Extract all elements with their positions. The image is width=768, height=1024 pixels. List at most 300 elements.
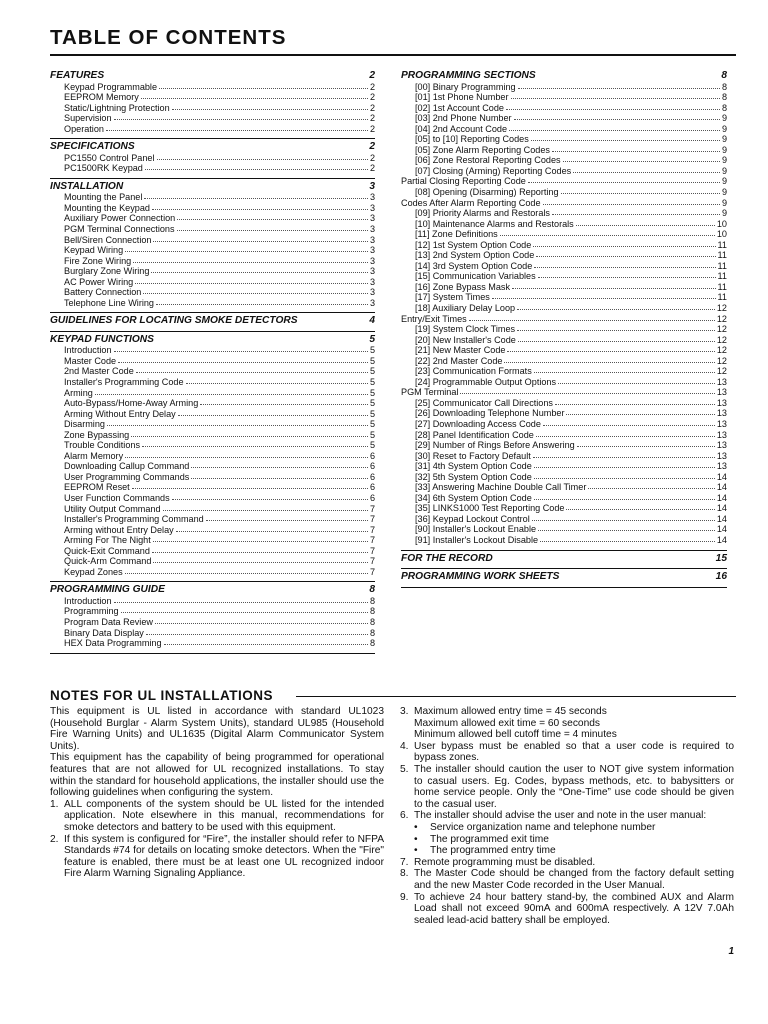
dot-leader [504, 356, 714, 363]
dot-leader [131, 430, 368, 437]
dot-leader [566, 503, 714, 510]
toc-entry-label: Downloading Callup Command [64, 461, 190, 472]
toc-entry-page: 6 [369, 493, 375, 503]
toc-entry[interactable] [401, 356, 727, 367]
toc-entry[interactable] [401, 176, 727, 187]
dot-leader [172, 493, 368, 500]
toc-section-heading[interactable] [50, 584, 375, 596]
dot-leader [536, 250, 715, 257]
toc-entry-label: User Programming Commands [64, 471, 190, 482]
toc-entry[interactable] [50, 298, 375, 309]
toc-entry[interactable] [401, 303, 727, 314]
toc-entry[interactable] [401, 514, 727, 525]
toc-entry-page: 13 [716, 387, 727, 398]
toc-entry-label: [21] New Master Code [415, 345, 506, 356]
toc-entry-label: Introduction [64, 345, 112, 356]
toc-section-divider [50, 581, 375, 582]
dot-leader [573, 166, 720, 173]
toc-entry[interactable] [50, 277, 375, 288]
toc-entry-label: Arming without Entry Delay [64, 524, 174, 535]
toc-entry-page: 11 [717, 292, 727, 303]
dot-leader [533, 240, 715, 247]
dot-leader [200, 398, 368, 405]
notes-item-3-bell: Minimum allowed bell cutoff time = 4 minutes [414, 729, 617, 741]
toc-entry[interactable] [50, 366, 375, 377]
toc-section-title: GUIDELINES FOR LOCATING SMOKE DETECTORS [50, 315, 298, 327]
dot-leader [155, 617, 368, 624]
toc-entry[interactable] [401, 482, 727, 493]
toc-entry[interactable] [401, 335, 727, 346]
dot-leader [133, 256, 368, 263]
notes-item-text: User bypass must be enabled so that a user code is required to bypass zones. [414, 740, 734, 764]
toc-entry[interactable] [401, 440, 727, 451]
toc-entry[interactable] [401, 472, 727, 483]
toc-entry-label: [06] Zone Restoral Reporting Codes [415, 155, 561, 166]
toc-entry[interactable] [50, 92, 375, 103]
toc-entry-label: [36] Keypad Lockout Control [415, 513, 530, 524]
toc-entry-label: Partial Closing Reporting Code [401, 176, 526, 187]
toc-entry-label: PC1500RK Keypad [64, 163, 143, 174]
toc-entry-label: Static/Lightning Protection [64, 102, 170, 113]
dot-leader [157, 153, 368, 160]
toc-entry[interactable] [50, 345, 375, 356]
dot-leader [143, 287, 368, 294]
toc-entry-page: 9 [721, 155, 727, 166]
toc-entry[interactable] [401, 229, 727, 240]
toc-section-heading[interactable] [50, 334, 375, 346]
toc-entry-page: 8 [721, 102, 727, 113]
toc-entry-page: 5 [369, 440, 375, 451]
dot-leader [566, 408, 714, 415]
toc-entry[interactable] [50, 546, 375, 557]
toc-entry[interactable] [401, 103, 727, 114]
dot-leader [151, 266, 368, 273]
notes-item-number: 6. [400, 810, 409, 822]
notes-bullet [400, 845, 734, 857]
dot-leader [177, 224, 368, 231]
toc-entry[interactable] [50, 556, 375, 567]
toc-entry-label: Auxiliary Power Connection [64, 213, 176, 224]
toc-section [401, 553, 727, 570]
toc-entry[interactable] [50, 525, 375, 536]
notes-item-number: 2. [50, 833, 59, 845]
toc-entry[interactable] [401, 155, 727, 166]
toc-entry[interactable] [50, 638, 375, 649]
toc-entry[interactable] [401, 314, 727, 325]
toc-entry-page: 2 [369, 102, 375, 113]
toc-entry-label: Arming For The Night [64, 535, 151, 546]
toc-entry[interactable] [401, 524, 727, 535]
toc-entry-page: 6 [369, 461, 375, 472]
toc-entry[interactable] [50, 103, 375, 114]
toc-entry-label: Telephone Line Wiring [64, 297, 154, 308]
dot-leader [107, 419, 368, 426]
toc-entry-label: [19] System Clock Times [415, 324, 516, 335]
dot-leader [191, 461, 368, 468]
toc-entry[interactable] [401, 134, 727, 145]
toc-entry-page: 12 [716, 324, 727, 335]
toc-entry-page: 5 [369, 366, 375, 377]
toc-entry-page: 5 [369, 355, 375, 366]
toc-entry-label: Binary Data Display [64, 627, 144, 638]
dot-leader [145, 163, 368, 170]
toc-entry[interactable] [401, 324, 727, 335]
dot-leader [500, 229, 715, 236]
notes-item-5 [400, 764, 734, 810]
toc-entry[interactable] [401, 240, 727, 251]
toc-entry-label: Quick-Arm Command [64, 556, 152, 567]
toc-entry[interactable] [50, 377, 375, 388]
toc-entry[interactable] [401, 430, 727, 441]
toc-entry[interactable] [50, 596, 375, 607]
toc-entry[interactable] [401, 271, 727, 282]
toc-entry[interactable] [50, 493, 375, 504]
toc-entry-page: 13 [716, 429, 727, 440]
notes-item-number: 1. [50, 798, 59, 810]
dot-leader [512, 282, 716, 289]
toc-entry[interactable] [401, 92, 727, 103]
toc-section-divider [50, 653, 375, 654]
notes-bullet-text: Service organization name and telephone number [430, 821, 656, 833]
toc-entry-label: Introduction [64, 595, 112, 606]
toc-entry-label: Arming [64, 387, 93, 398]
toc-section-page: 15 [715, 552, 727, 564]
toc-entry-page: 8 [721, 92, 727, 103]
toc-entry-label: [32] 5th System Option Code [415, 471, 532, 482]
toc-entry[interactable] [50, 235, 375, 246]
toc-entry[interactable] [50, 124, 375, 135]
toc-entry-label: [01] 1st Phone Number [415, 92, 509, 103]
toc-entry[interactable] [50, 514, 375, 525]
toc-entry-page: 13 [716, 450, 727, 461]
toc-entry-label: User Function Commands [64, 493, 170, 503]
toc-entry[interactable] [50, 256, 375, 267]
toc-entry[interactable] [50, 606, 375, 617]
toc-entry[interactable] [401, 124, 727, 135]
dot-leader [153, 535, 368, 542]
toc-entry-label: AC Power Wiring [64, 276, 134, 287]
toc-entry[interactable] [401, 208, 727, 219]
toc-entry-page: 9 [721, 113, 727, 124]
toc-entry-page: 8 [369, 606, 375, 617]
toc-section [50, 334, 375, 583]
toc-entry[interactable] [401, 250, 727, 261]
notes-left-column [50, 706, 384, 880]
toc-section-divider [50, 138, 375, 139]
toc-entry[interactable] [401, 535, 727, 546]
toc-entry-label: Keypad Wiring [64, 245, 124, 256]
toc-entry[interactable] [50, 398, 375, 409]
toc-entry[interactable] [50, 113, 375, 124]
dot-leader [159, 82, 368, 89]
toc-entry-label: [29] Number of Rings Before Answering [415, 440, 575, 451]
toc-entry[interactable] [50, 409, 375, 420]
notes-item-text: The Master Code should be changed from the factory default setting and the new Master Code recorded in the User Manual. [414, 868, 734, 891]
dot-leader [206, 514, 368, 521]
dot-leader [543, 198, 720, 205]
toc-section-page: 2 [369, 70, 375, 81]
dot-leader [536, 430, 715, 437]
dot-leader [517, 324, 715, 331]
toc-entry-page: 6 [369, 471, 375, 482]
toc-entry[interactable] [401, 166, 727, 177]
toc-entry-label: Programming [64, 606, 119, 617]
dot-leader [506, 103, 720, 110]
toc-entry[interactable] [401, 461, 727, 472]
toc-entry-label: Bell/Siren Connection [64, 234, 152, 245]
toc-entry-page: 3 [369, 266, 375, 277]
toc-entry[interactable] [50, 482, 375, 493]
toc-section-heading[interactable] [401, 553, 727, 565]
toc-entry[interactable] [50, 192, 375, 203]
toc-entry-page: 9 [721, 197, 727, 208]
toc-section [50, 315, 375, 332]
toc-section-heading[interactable] [50, 315, 375, 327]
toc-entry[interactable] [401, 451, 727, 462]
bullet-icon: • [414, 845, 418, 857]
toc-entry-page: 5 [369, 376, 375, 387]
toc-entry-page: 3 [369, 234, 375, 245]
toc-entry-label: Installer's Programming Command [64, 514, 204, 525]
toc-section-title: KEYPAD FUNCTIONS [50, 333, 154, 345]
toc-entry[interactable] [401, 345, 727, 356]
toc-entry-page: 8 [369, 595, 375, 606]
notes-divider [296, 696, 736, 697]
toc-entry-page: 3 [369, 245, 375, 256]
dot-leader [555, 398, 715, 405]
toc-entry-label: [31] 4th System Option Code [415, 461, 532, 472]
toc-entry-label: [10] Maintenance Alarms and Restorals [415, 218, 574, 229]
toc-entry-page: 13 [716, 419, 727, 429]
dot-leader [153, 235, 367, 242]
bullet-icon: • [414, 821, 418, 833]
toc-section-heading[interactable] [50, 70, 375, 82]
toc-entry-page: 11 [717, 281, 727, 292]
toc-entry[interactable] [50, 153, 375, 164]
toc-entry-label: [15] Communication Variables [415, 271, 536, 282]
toc-entry-page: 9 [721, 186, 727, 197]
toc-entry[interactable] [50, 203, 375, 214]
toc-section [50, 141, 375, 179]
toc-entry[interactable] [50, 628, 375, 639]
toc-entry-page: 2 [369, 113, 375, 124]
toc-entry-page: 3 [369, 213, 375, 224]
dot-leader [191, 472, 368, 479]
toc-right-column [401, 70, 727, 590]
toc-section-page: 5 [369, 333, 375, 345]
toc-entry-page: 10 [716, 218, 727, 229]
dot-leader [534, 461, 715, 468]
toc-entry-label: Supervision [64, 113, 112, 124]
toc-entry-label: Master Code [64, 355, 117, 366]
toc-entry-label: Trouble Conditions [64, 440, 140, 451]
toc-entry-page: 5 [369, 387, 375, 398]
toc-entry-label: Mounting the Keypad [64, 202, 150, 213]
dot-leader [118, 356, 368, 363]
toc-entry-label: [17] System Times [415, 292, 490, 303]
toc-section-page: 8 [369, 584, 375, 596]
toc-section-heading[interactable] [50, 141, 375, 153]
toc-entry[interactable] [401, 408, 727, 419]
toc-entry[interactable] [401, 398, 727, 409]
toc-entry-label: [11] Zone Definitions [415, 229, 498, 240]
dot-leader [561, 187, 720, 194]
dot-leader [469, 314, 715, 321]
toc-entry-page: 2 [369, 163, 375, 174]
toc-entry[interactable] [401, 198, 727, 209]
toc-entry[interactable] [401, 261, 727, 272]
dot-leader [518, 82, 720, 89]
toc-entry-page: 11 [717, 250, 727, 261]
notes-item-3-exit: Maximum allowed exit time = 60 seconds [414, 717, 601, 729]
dot-leader [534, 366, 715, 373]
toc-entry-page: 12 [716, 334, 727, 345]
toc-entry-label: Fire Zone Wiring [64, 255, 132, 266]
toc-entry[interactable] [50, 535, 375, 546]
toc-entry[interactable] [50, 245, 375, 256]
toc-entry-page: 9 [721, 144, 727, 155]
toc-entry[interactable] [50, 163, 375, 174]
toc-entry[interactable] [401, 292, 727, 303]
toc-entry-page: 12 [716, 345, 727, 356]
notes-item-text: To achieve 24 hour battery stand-by, the combined AUX and Alarm Load shall not exceed 90mA and 600mA respectively. A 12V 7.0Ah sealed lead-acid battery shall be employed. [414, 891, 734, 926]
notes-item-text: The installer should caution the user to NOT give system information to casual users. Eg. Codes, bypass methods, etc. to babysitters or home service people. Only the “One-Time” use code should be given to the casual user. [414, 763, 734, 810]
toc-entry-page: 13 [716, 440, 727, 451]
dot-leader [517, 303, 715, 310]
notes-item-text: If this system is configured for “Fire”, the installer should refer to NFPA Standards #74 for details on locating smoke detectors. When the "Fire" feature is enabled, there must be at least one UL recognized indoor Fire Alarm Warning Signaling Appliance. [64, 833, 384, 880]
dot-leader [588, 482, 715, 489]
dot-leader [121, 606, 368, 613]
toc-entry-page: 14 [716, 524, 727, 535]
toc-entry-page: 11 [717, 271, 727, 282]
toc-section-divider [401, 568, 727, 569]
dot-leader [132, 482, 368, 489]
toc-entry[interactable] [401, 145, 727, 156]
toc-entry[interactable] [401, 419, 727, 430]
toc-entry[interactable] [401, 503, 727, 514]
notes-item-8 [400, 868, 734, 891]
toc-entry[interactable] [50, 472, 375, 483]
toc-entry-page: 14 [716, 482, 727, 493]
toc-entry-label: [23] Communication Formats [415, 366, 532, 377]
dot-leader [178, 409, 368, 416]
dot-leader [95, 388, 368, 395]
toc-section-page: 4 [369, 315, 375, 327]
toc-entry[interactable] [50, 440, 375, 451]
toc-entry[interactable] [50, 451, 375, 462]
toc-section-page: 16 [715, 571, 727, 583]
toc-entry[interactable] [50, 266, 375, 277]
notes-item-text: ALL components of the system should be UL listed for the intended application. Note elsewhere in this manual, recommendations for smoke detectors and battery to be used with this equipment. [64, 798, 384, 833]
toc-entry-page: 6 [369, 450, 375, 461]
toc-entry[interactable] [401, 219, 727, 230]
toc-entry[interactable] [401, 493, 727, 504]
notes-item-number: 9. [400, 891, 409, 903]
toc-entry-page: 2 [369, 81, 375, 92]
toc-entry-page: 11 [717, 260, 727, 271]
toc-entry-page: 9 [721, 123, 727, 134]
toc-entry-label: Zone Bypassing [64, 429, 130, 440]
toc-entry-page: 3 [369, 223, 375, 234]
toc-entry-label: [28] Panel Identification Code [415, 429, 534, 440]
toc-entry-label: EEPROM Reset [64, 482, 130, 493]
toc-entry-label: Disarming [64, 419, 105, 430]
toc-entry-label: [20] New Installer's Code [415, 334, 516, 345]
toc-entry[interactable] [50, 419, 375, 430]
toc-entry-page: 14 [716, 471, 727, 482]
notes-item-text: Remote programming must be disabled. [414, 856, 596, 868]
toc-section-title: PROGRAMMING SECTIONS [401, 70, 536, 81]
toc-entry[interactable] [401, 82, 727, 93]
toc-section-heading[interactable] [401, 70, 727, 82]
toc-section [50, 584, 375, 653]
toc-entry[interactable] [50, 356, 375, 367]
toc-entry[interactable] [50, 388, 375, 399]
toc-entry[interactable] [50, 224, 375, 235]
toc-entry-page: 14 [716, 535, 727, 546]
notes-intro-1: This equipment is UL listed in accordance with standard UL1023 (Household Burglar - Alarm System Units), standard UL985 (Household Fire Warning Units) and UL1635 (Digital Alarm Communicator System Units). [50, 706, 384, 752]
toc-entry[interactable] [401, 113, 727, 124]
toc-entry[interactable] [50, 617, 375, 628]
toc-entry-page: 8 [369, 627, 375, 638]
toc-entry[interactable] [50, 567, 375, 578]
toc-entry[interactable] [401, 377, 727, 388]
toc-entry-page: 7 [369, 524, 375, 535]
toc-entry-label: [26] Downloading Telephone Number [415, 408, 565, 419]
dot-leader [177, 213, 368, 220]
dot-leader [176, 525, 368, 532]
toc-entry-page: 3 [369, 192, 375, 203]
toc-entry[interactable] [50, 461, 375, 472]
toc-entry-page: 8 [369, 638, 375, 649]
toc-entry-page: 12 [716, 366, 727, 377]
page-title: TABLE OF CONTENTS [50, 26, 287, 49]
dot-leader [532, 514, 715, 521]
toc-section-heading[interactable] [401, 571, 727, 583]
toc-entry-label: [00] Binary Programming [415, 81, 516, 92]
toc-entry[interactable] [50, 504, 375, 515]
toc-entry[interactable] [401, 282, 727, 293]
toc-entry[interactable] [401, 366, 727, 377]
toc-entry-page: 5 [369, 429, 375, 440]
dot-leader [153, 556, 368, 563]
notes-item-number: 5. [400, 763, 409, 775]
dot-leader [518, 335, 715, 342]
toc-entry[interactable] [50, 430, 375, 441]
toc-entry[interactable] [50, 82, 375, 93]
toc-entry[interactable] [50, 213, 375, 224]
toc-entry-label: [08] Opening (Disarming) Reporting [415, 186, 559, 197]
toc-entry-page: 7 [369, 566, 375, 577]
toc-entry[interactable] [401, 187, 727, 198]
dot-leader [152, 546, 368, 553]
toc-section-divider [401, 550, 727, 551]
toc-entry-page: 5 [369, 398, 375, 409]
toc-section-title: SPECIFICATIONS [50, 141, 135, 153]
notes-item-6 [400, 810, 734, 822]
toc-entry-label: [30] Reset to Factory Default [415, 450, 531, 461]
toc-section-heading[interactable] [50, 181, 375, 193]
notes-item-number: 8. [400, 868, 409, 880]
toc-section-divider [50, 331, 375, 332]
toc-entry-page: 8 [369, 616, 375, 627]
dot-leader [152, 203, 368, 210]
toc-entry[interactable] [50, 287, 375, 298]
toc-entry-label: [91] Installer's Lockout Disable [415, 535, 539, 546]
toc-entry[interactable] [401, 387, 727, 398]
toc-entry-page: 2 [369, 92, 375, 103]
toc-entry-page: 6 [369, 482, 375, 493]
